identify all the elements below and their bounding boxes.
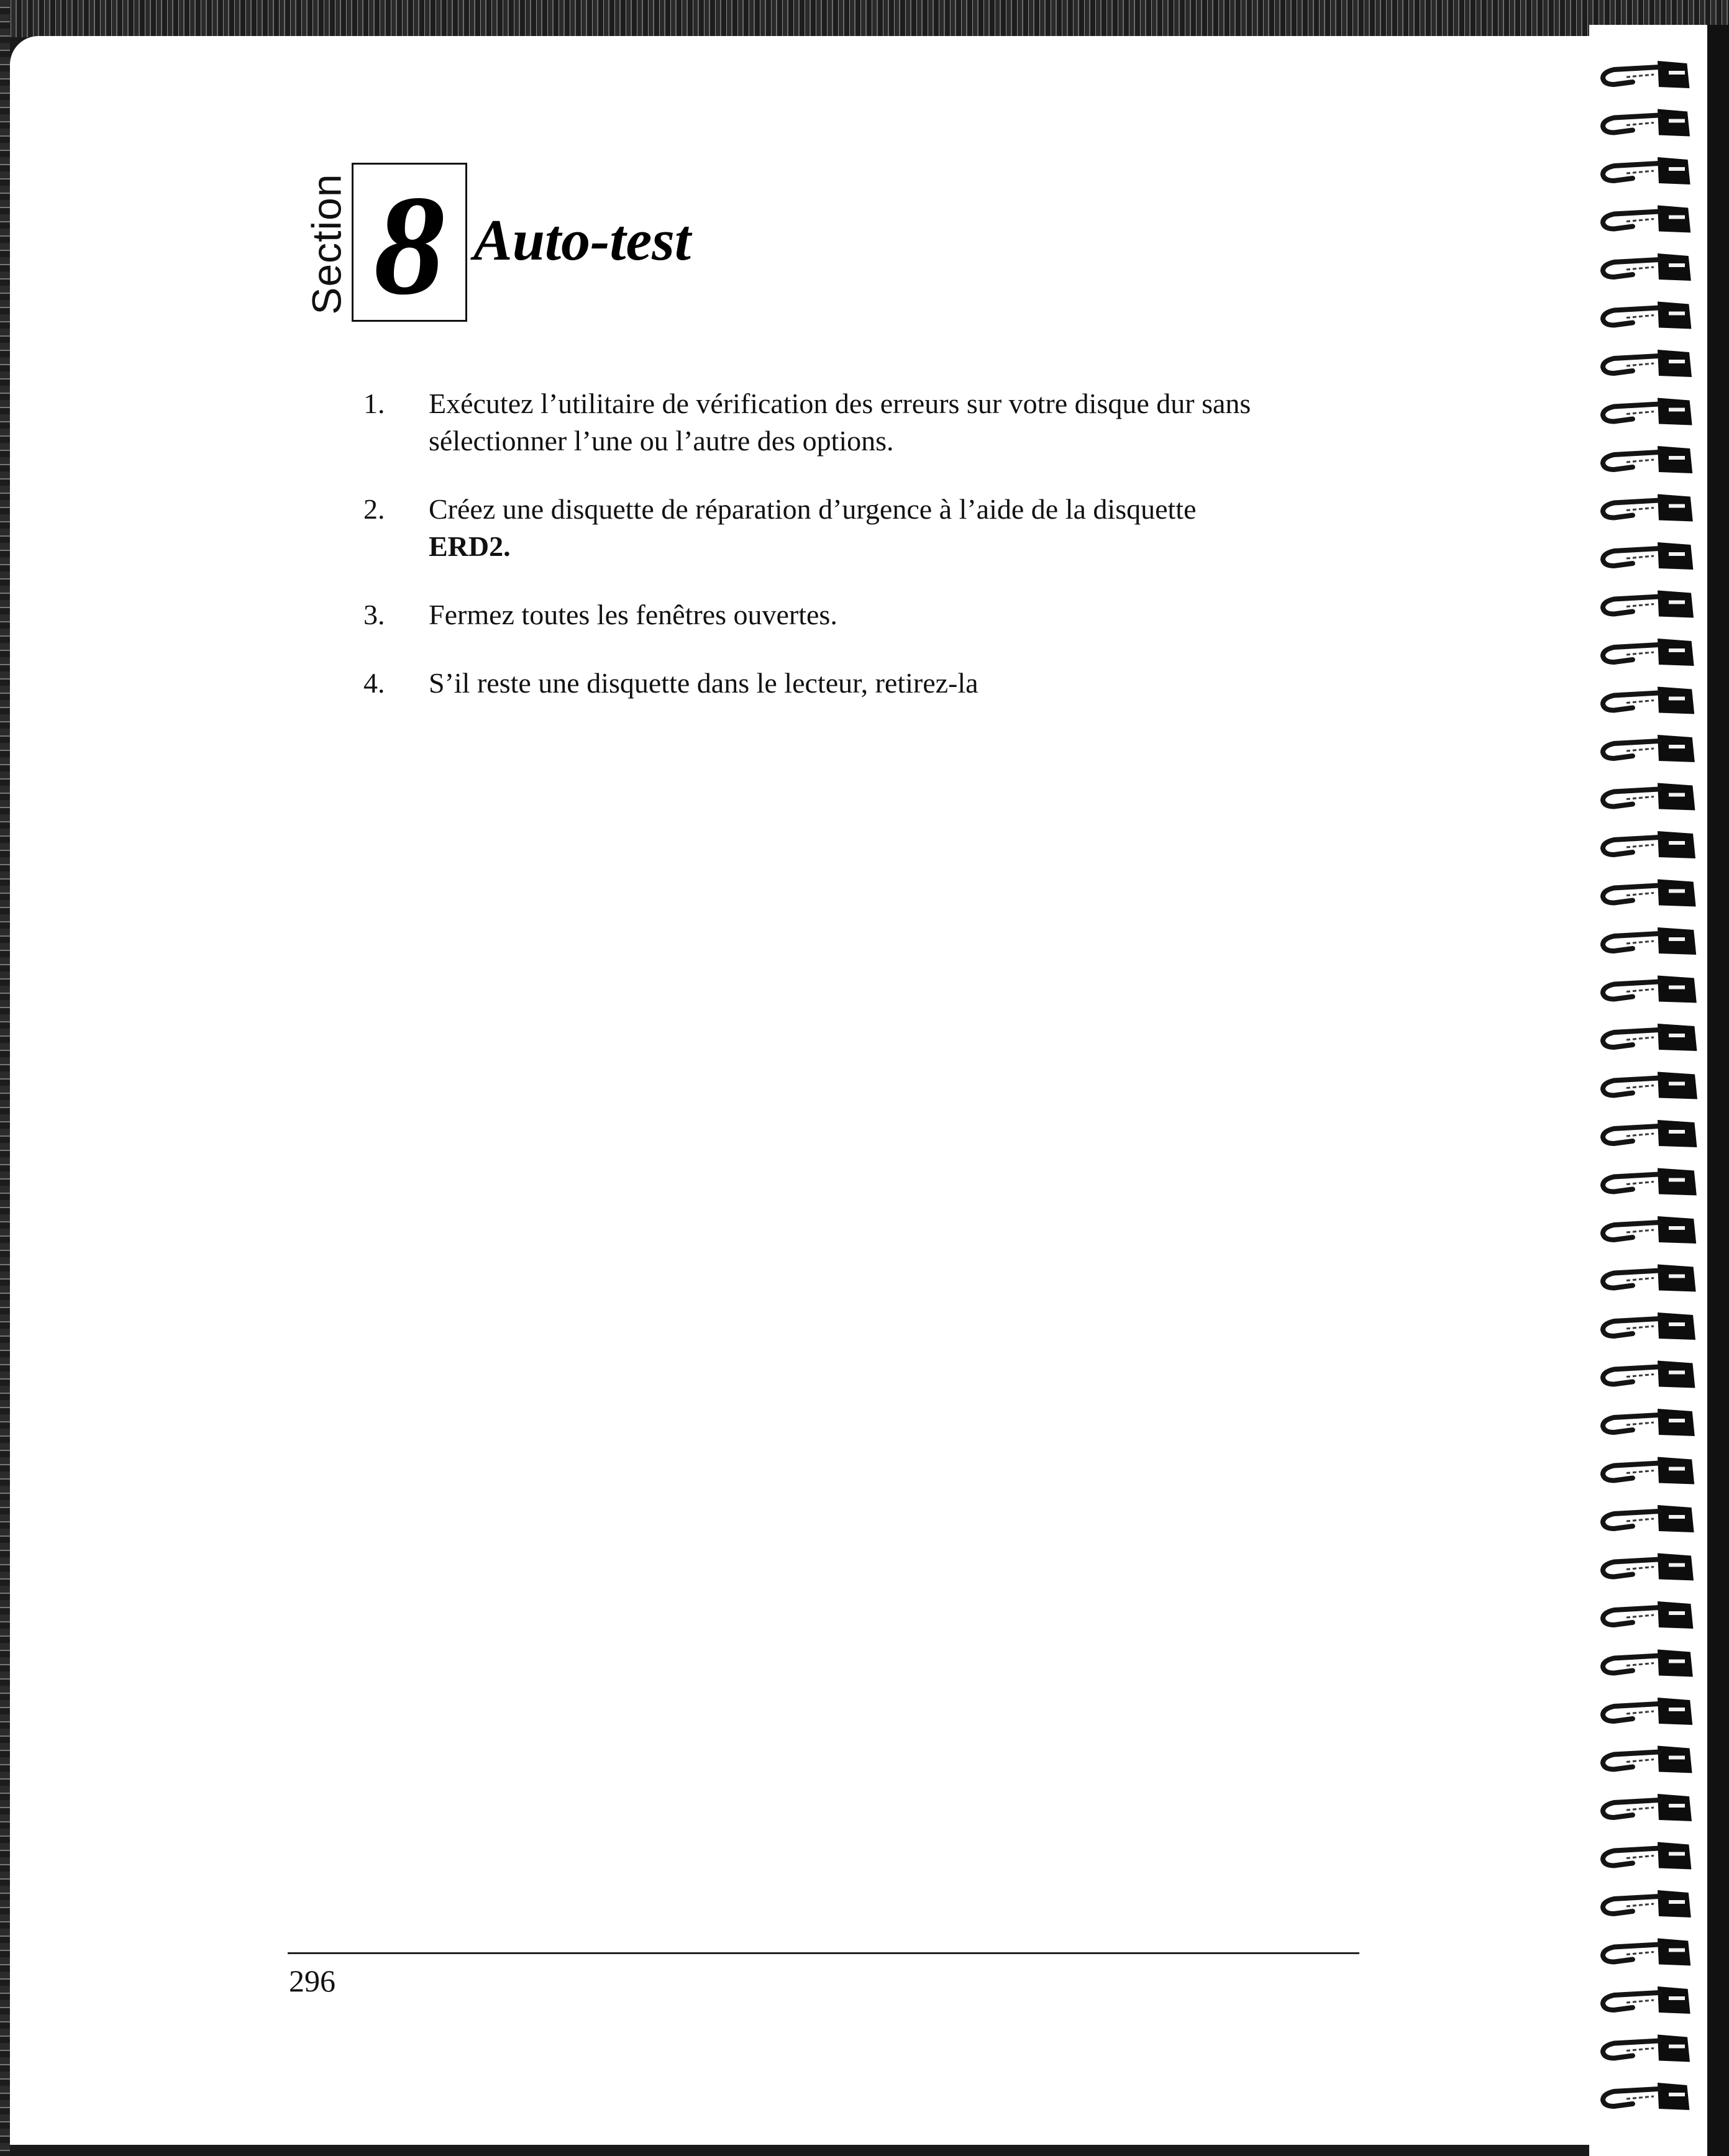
scan-top-edge xyxy=(0,0,1729,37)
spiral-coil xyxy=(1603,639,1694,666)
step-number: 4. xyxy=(363,667,385,699)
spiral-coil xyxy=(1603,1072,1697,1099)
spiral-coil xyxy=(1603,735,1695,762)
spiral-coil xyxy=(1603,1842,1691,1870)
spiral-coil xyxy=(1603,2083,1689,2110)
spiral-coil xyxy=(1603,1216,1696,1244)
section-number-box xyxy=(352,163,467,322)
list-item xyxy=(363,385,1395,466)
spiral-coil xyxy=(1603,1312,1695,1340)
spiral-binding-coils xyxy=(1589,25,1729,2156)
spiral-coil xyxy=(1603,1986,1690,2014)
step-text xyxy=(429,596,1398,634)
step-text xyxy=(429,385,1398,460)
step-text-line: sélectionner l’une ou l’autre des options. xyxy=(429,425,894,457)
spiral-coil xyxy=(1603,1265,1696,1292)
binding-edge xyxy=(1707,25,1729,2156)
step-text-line-bold: ERD2. xyxy=(429,530,511,562)
spiral-coil xyxy=(1603,398,1692,425)
section-vertical-label xyxy=(304,163,349,325)
spiral-coil xyxy=(1603,1890,1691,1917)
list-item xyxy=(363,491,1395,571)
step-text-line: Exécutez l’utilitaire de vérification des erreurs sur votre disque dur sans xyxy=(429,388,1251,419)
spiral-coil xyxy=(1603,350,1692,377)
spiral-coil xyxy=(1603,880,1696,907)
spiral-coil xyxy=(1603,109,1690,137)
spiral-coil xyxy=(1603,542,1693,570)
spiral-coil xyxy=(1603,831,1695,858)
step-text xyxy=(429,665,1398,702)
step-number: 3. xyxy=(363,599,385,630)
spiral-coil xyxy=(1603,446,1692,473)
spiral-coil xyxy=(1603,976,1697,1003)
spiral-coil xyxy=(1603,1794,1692,1821)
scan-left-edge xyxy=(0,0,10,2156)
step-text xyxy=(429,491,1398,565)
section-title: Auto-test xyxy=(473,208,691,273)
spiral-coil xyxy=(1603,1361,1695,1388)
spiral-coil xyxy=(1603,1553,1694,1581)
spiral-coil xyxy=(1603,591,1694,618)
spiral-coil xyxy=(1603,1650,1693,1677)
spiral-coil xyxy=(1603,1698,1692,1725)
spiral-coil xyxy=(1603,494,1693,522)
spiral-coil xyxy=(1603,1746,1692,1773)
section-number: 8 xyxy=(373,166,445,324)
page-number: 296 xyxy=(289,1963,335,1998)
spiral-coil xyxy=(1603,1120,1697,1147)
spiral-coil xyxy=(1603,1409,1695,1436)
spiral-coil xyxy=(1603,206,1690,233)
step-text-line: Fermez toutes les fenêtres ouvertes. xyxy=(429,599,837,630)
spiral-coil xyxy=(1603,783,1695,811)
spiral-coil xyxy=(1603,1601,1693,1629)
spiral-coil xyxy=(1603,1024,1697,1051)
step-text-line: S’il reste une disquette dans le lecteur, retirez-la xyxy=(429,667,979,699)
spiral-coil xyxy=(1603,1505,1694,1532)
spiral-coil xyxy=(1603,927,1696,955)
spiral-coil xyxy=(1603,1939,1690,1966)
list-item xyxy=(363,665,1395,745)
spiral-coil xyxy=(1603,253,1691,281)
section-label-text: Section xyxy=(304,173,350,315)
spiral-coil xyxy=(1603,157,1690,184)
footer-rule xyxy=(288,1952,1359,1954)
spiral-coil xyxy=(1603,61,1689,88)
spiral-coil xyxy=(1603,2035,1690,2062)
step-number: 2. xyxy=(363,493,385,525)
spiral-binding xyxy=(1589,25,1729,2156)
spiral-coil xyxy=(1603,1457,1694,1485)
step-number: 1. xyxy=(363,388,385,419)
spiral-coil xyxy=(1603,1168,1697,1196)
page-sheet xyxy=(10,36,1663,2145)
spiral-coil xyxy=(1603,302,1691,329)
spiral-coil xyxy=(1603,687,1694,714)
step-text-line: Créez une disquette de réparation d’urgence à l’aide de la disquette xyxy=(429,493,1197,525)
